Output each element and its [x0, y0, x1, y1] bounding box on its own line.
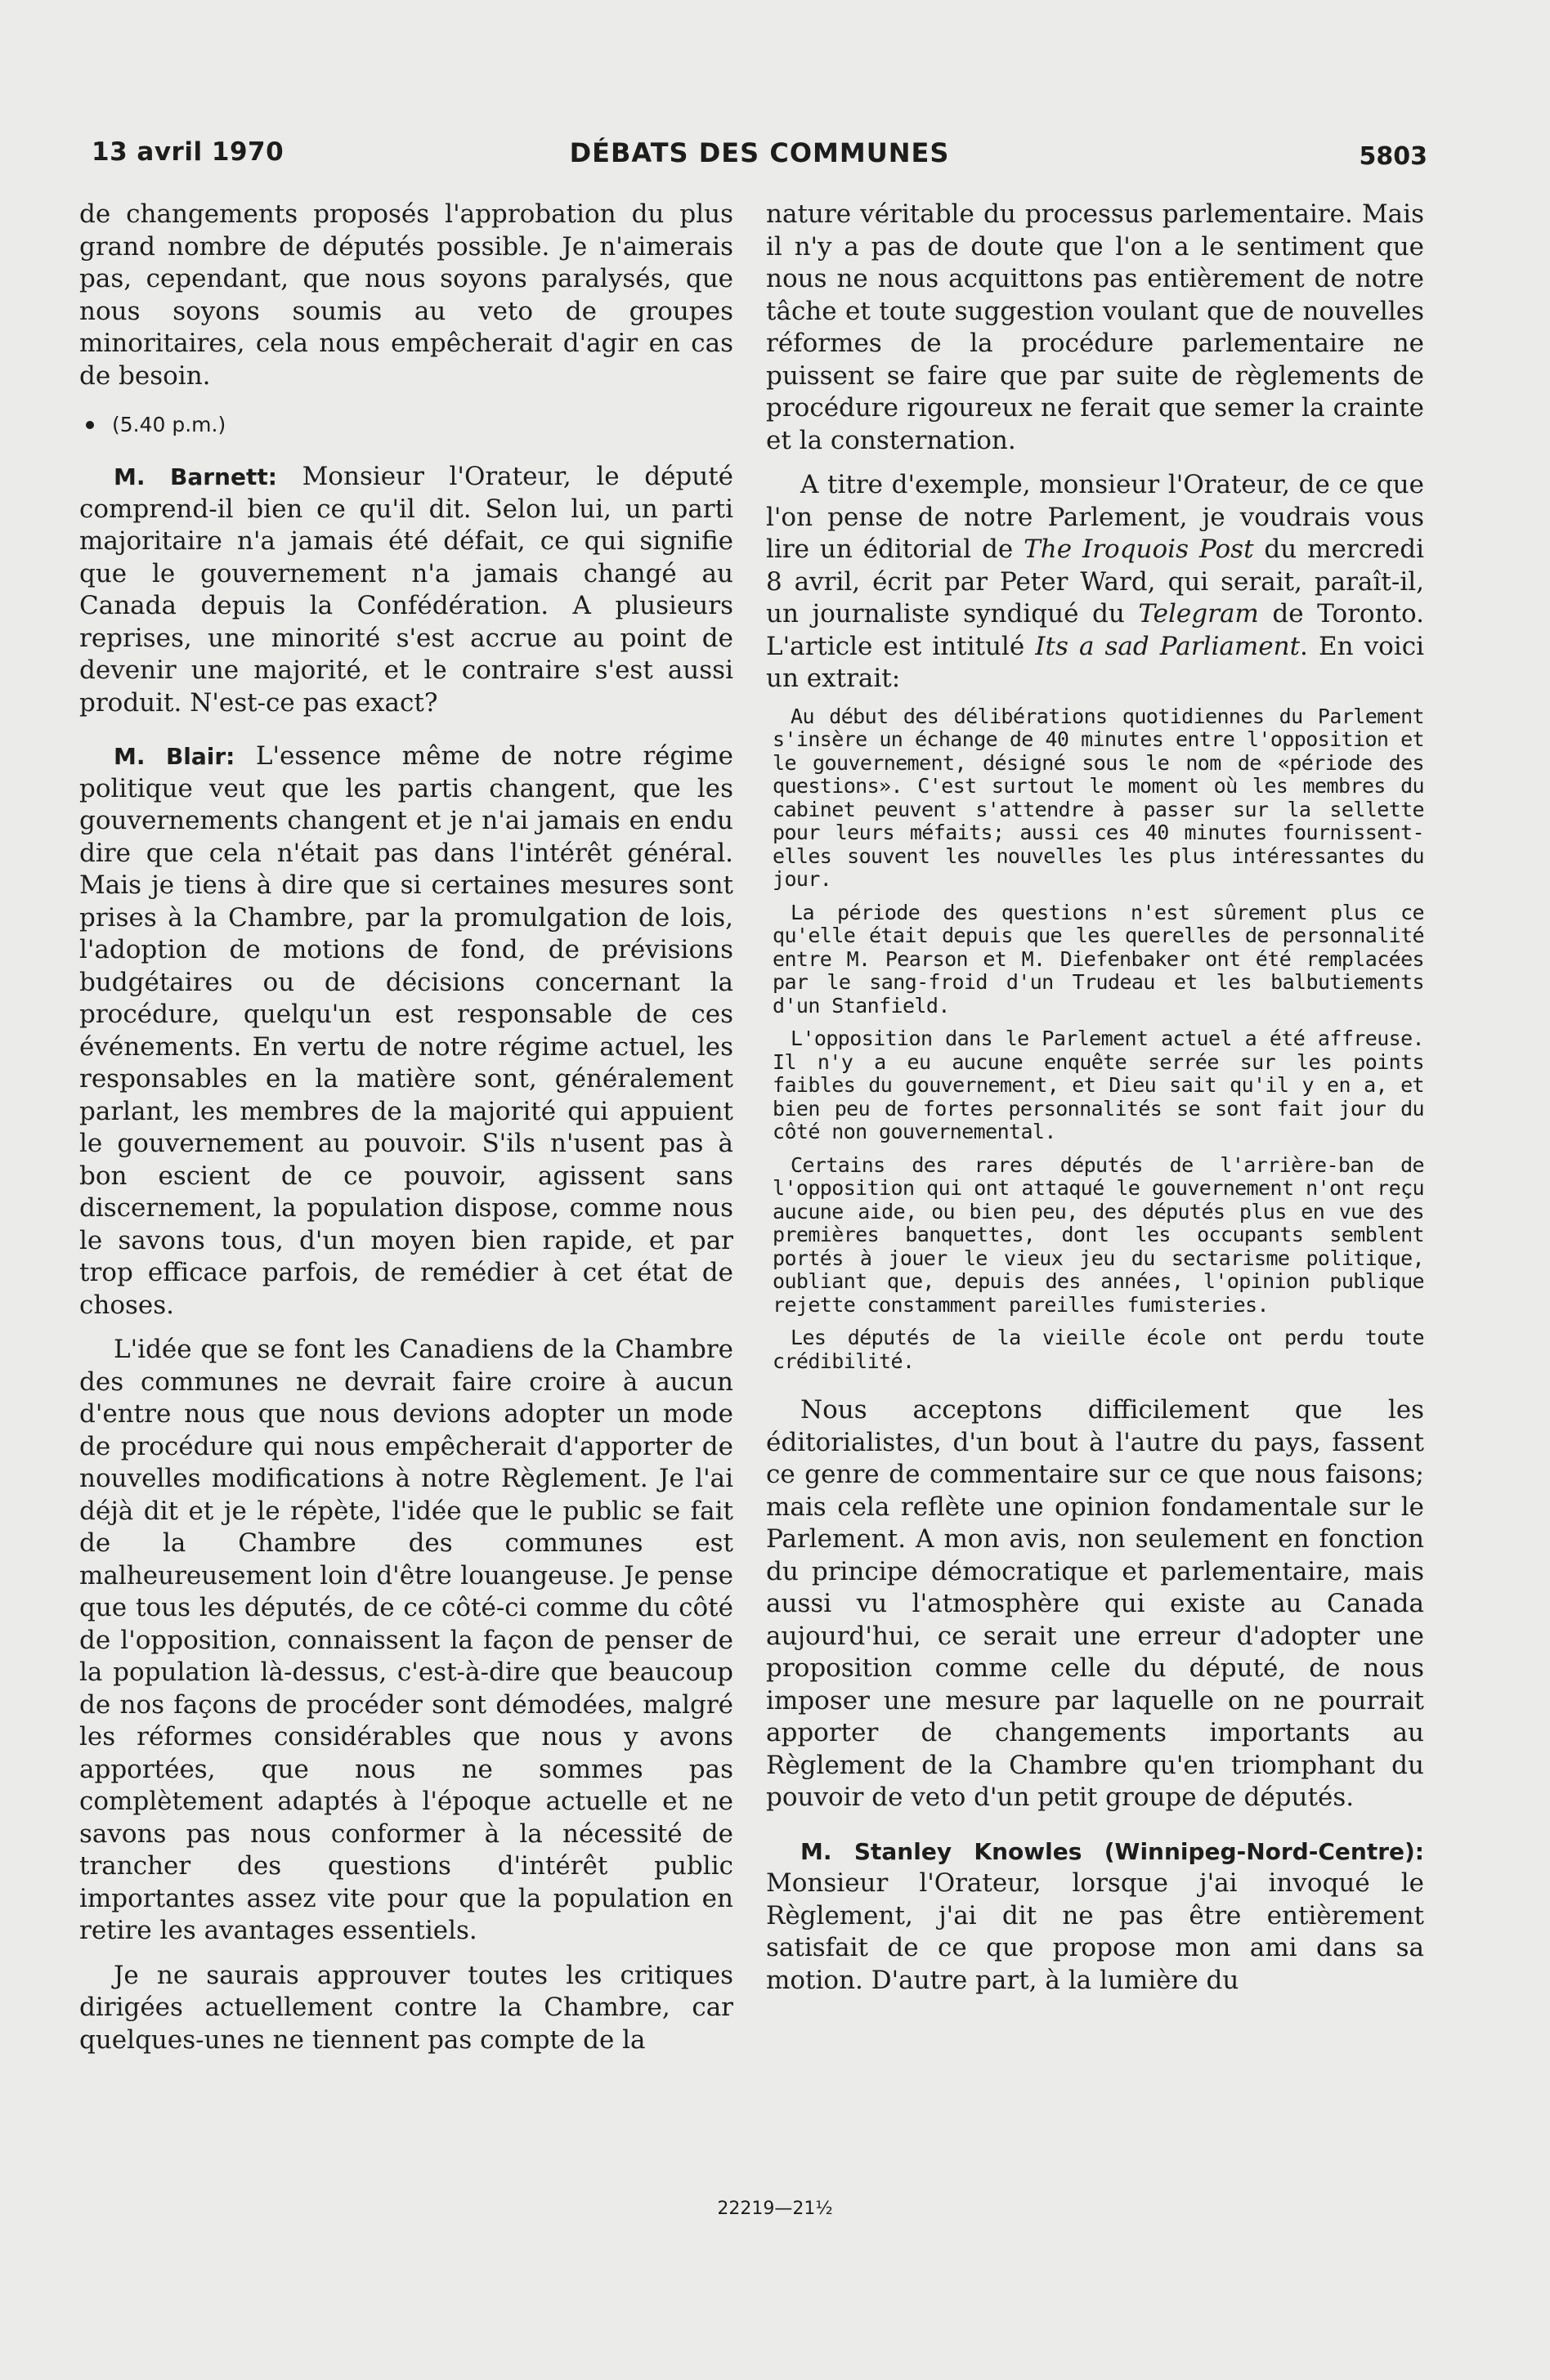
- newspaper-name: The Iroquois Post: [1024, 535, 1254, 564]
- editorial-quote: [766, 705, 1424, 1374]
- quote-paragraph: Les députés de la vieille école ont perdu toute crédibilité.: [773, 1326, 1424, 1373]
- text-run: . En voici un extrait:: [766, 631, 1424, 693]
- page-footer: 22219—21½: [717, 2199, 833, 2219]
- paragraph: Nous acceptons difficilement que les éditorialistes, d'un bout à l'autre du pays, fassent ce genre de commentaire sur ce que nous faisons; mais cela reflète une opinion fondamentale sur le Parlement. A mon avis, non seulement en fonction du principe démocratique et parlementaire, mais aussi vu l'atmosphère qui existe au Canada aujourd'hui, ce serait une erreur d'adopter une proposition comme celle du député, de nous imposer une mesure par laquelle on ne pourrait apporter de changements importants au Règlement de la Chambre qu'en triomphant du pouvoir de veto d'un petit groupe de députés.: [766, 1395, 1424, 1812]
- text-run: du mercredi 8 avril, écrit par Peter Ward, qui serait, paraît-il, un journaliste syndiqué du: [766, 535, 1424, 629]
- quote-paragraph: L'opposition dans le Parlement actuel a été affreuse. Il n'y a eu aucune enquête serrée sur les points faibles du gouvernement, et Dieu sait qu'il y en a, et bien peu de fortes personnalités se sont fait jour du côté non gouvernemental.: [773, 1027, 1424, 1143]
- blair-paragraph: [79, 740, 733, 1322]
- quote-paragraph: La période des questions n'est sûrement plus ce qu'elle était depuis que les querelles de personnalité entre M. Pearson et M. Diefenbaker ont été remplacées par le sang-froid d'un Trudeau et les balbutiements d'un Stanfield.: [773, 900, 1424, 1018]
- bullet-icon: [86, 421, 94, 429]
- speaker-name: M. Barnett:: [114, 463, 277, 490]
- paragraph: de changements proposés l'approbation du plus grand nombre de députés possible. Je n'aimerais pas, cependant, que nous soyons paralysés, que nous soyons soumis au veto de groupes minoritaires, cela nous empêcherait d'agir en cas de besoin.: [79, 199, 733, 391]
- page-header: [92, 137, 1427, 178]
- knowles-paragraph: [766, 1836, 1424, 1998]
- speech-text: L'essence même de notre régime politique veut que les partis changent, que les gouvernements changent et je n'ai jamais en endu dire que cela n'était pas dans l'intérêt général. Mais je tiens à dire que si certaines mesures sont prises à la Chambre, par la promulgation de lois, l'adoption de motions de fond, de prévisions budgétaires ou de décisions concernant la procédure, quelqu'un est responsable de ces événements. En vertu de notre régime actuel, les responsables en la matière sont, généralement parlant, les membres de la majorité qui appuient le gouvernement au pouvoir. S'ils n'usent pas à bon escient de ce pouvoir, agissent sans discernement, la population dispose, comme nous le savons tous, d'un moyen bien rapide, et par trop efficace parfois, de remédier à cet état de choses.: [79, 741, 734, 1320]
- time-marker-text: (5.40 p.m.): [112, 413, 226, 436]
- paragraph: L'idée que se font les Canadiens de la Chambre des communes ne devrait faire croire à aucun d'entre nous que nous devions adopter un mode de procédure qui nous empêcherait d'apporter de nouvelles modifications à notre Règlement. Je l'ai déjà dit et je le répète, l'idée que le public se fait de la Chambre des communes est malheureusement loin d'être louangeuse. Je pense que tous les députés, de ce côté-ci comme du côté de l'opposition, connaissent la façon de penser de la population là-dessus, c'est-à-dire que beaucoup de nos façons de procéder sont démodées, malgré les réformes considérables que nous y avons apportées, que nous ne sommes pas complètement adaptés à l'époque actuelle et ne savons pas nous conformer à la nécessité de trancher des questions d'intérêt public importantes assez vite pour que la population en retire les avantages essentiels.: [79, 1335, 733, 1945]
- quote-paragraph: Au début des délibérations quotidiennes du Parlement s'insère un échange de 40 minutes entre l'opposition et le gouvernement, désigné sous le nom de «période des questions». C'est surtout le moment où les membres du cabinet peuvent s'attendre à passer sur la sellette pour leurs méfaits; aussi ces 40 minutes fournissent-elles souvent les nouvelles les plus intéressantes du jour.: [773, 704, 1424, 891]
- text-run: A titre d'exemple, monsieur l'Orateur, de ce que l'on pense de notre Parlement, je voudrais vous lire un éditorial de: [766, 470, 1424, 564]
- speech-text: Monsieur l'Orateur, le député comprend-il bien ce qu'il dit. Selon lui, un parti majoritaire n'a jamais été défait, ce qui signifie que le gouvernement n'a jamais changé au Canada depuis la Confédération. A plusieurs reprises, une minorité s'est accrue au point de devenir une majorité, et le contraire s'est aussi produit. N'est-ce pas exact?: [79, 462, 733, 718]
- text-run: de Toronto. L'article est intitulé: [766, 599, 1424, 661]
- header-page-number: 5803: [1359, 142, 1427, 171]
- editorial-intro-paragraph: [766, 469, 1424, 696]
- paragraph: nature véritable du processus parlementaire. Mais il n'y a pas de doute que l'on a le sentiment que nous ne nous acquittons pas entièrement de notre tâche et toute suggestion voulant que de nouvelles réformes de la procédure parlementaire ne puissent se faire que par suite de règlements de procédure rigoureux ne ferait que semer la crainte et la consternation.: [766, 199, 1424, 455]
- speaker-name: M. Stanley Knowles (Winnipeg-Nord-Centre):: [800, 1837, 1424, 1865]
- speech-text: Monsieur l'Orateur, lorsque j'ai invoqué le Règlement, j'ai dit ne pas être entièrement satisfait de ce que propose mon ami dans sa motion. D'autre part, à la lumière du: [766, 1868, 1424, 1995]
- left-column: [79, 199, 733, 2056]
- barnett-paragraph: [79, 461, 733, 719]
- newspaper-name: Telegram: [1138, 599, 1259, 629]
- quote-paragraph: Certains des rares députés de l'arrière-ban de l'opposition qui ont attaqué le gouvernement n'ont reçu aucune aide, ou bien peu, des députés plus en vue des premières banquettes, dont les occupants semblent portés à jouer le vieux jeu du sectarisme politique, oubliant que, depuis des années, l'opinion publique rejette constamment pareilles fumisteries.: [773, 1152, 1424, 1317]
- article-title: Its a sad Parliament: [1035, 631, 1301, 661]
- paragraph: Je ne saurais approuver toutes les critiques dirigées actuellement contre la Chambre, car quelques-unes ne tiennent pas compte de la: [79, 1960, 733, 2055]
- header-date: 13 avril 1970: [92, 137, 284, 167]
- right-column: [766, 199, 1424, 1997]
- speaker-name: M. Blair:: [114, 743, 235, 770]
- time-marker: [79, 410, 733, 440]
- header-title: DÉBATS DES COMMUNES: [569, 137, 950, 168]
